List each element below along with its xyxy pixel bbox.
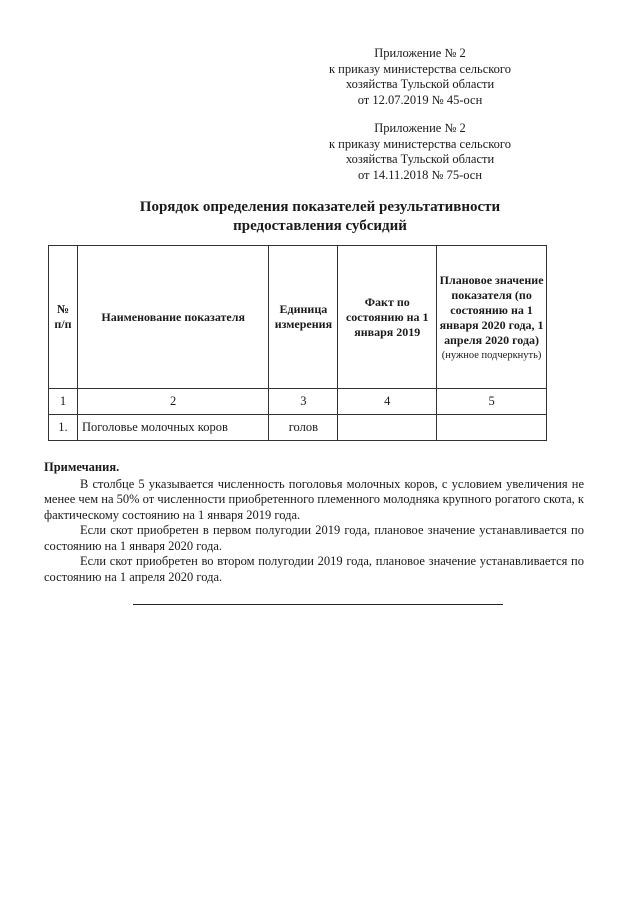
table-header-row (49, 246, 547, 389)
appendix-label: Приложение № 2 (374, 121, 466, 135)
appendix-header-current (300, 46, 540, 108)
column-number: 3 (269, 389, 338, 415)
table-row (49, 415, 547, 441)
indicators-table (48, 245, 547, 441)
header-plan-hint: (нужное подчеркнуть) (441, 349, 542, 361)
appendix-ministry: хозяйства Тульской области (345, 152, 495, 166)
appendix-label: Приложение № 2 (374, 46, 466, 60)
document-title (60, 198, 580, 236)
row-name: Поголовье молочных коров (77, 415, 268, 441)
header-name: Наименование показателя (77, 246, 268, 389)
header-fact: Факт по состоянию на 1 января 2019 (338, 246, 437, 389)
appendix-date-number: от 14.11.2018 № 75-осн (357, 167, 483, 182)
column-numbers-row (49, 389, 547, 415)
header-plan (437, 246, 547, 389)
column-number: 2 (77, 389, 268, 415)
appendix-date-number: от 12.07.2019 № 45-осн (357, 92, 483, 107)
appendix-ministry: хозяйства Тульской области (345, 77, 495, 91)
header-num: № п/п (49, 246, 78, 389)
appendix-order-ref: к приказу министерства сельского (328, 136, 511, 151)
row-num: 1. (49, 415, 78, 441)
row-unit: голов (269, 415, 338, 441)
notes-title: Примечания. (44, 460, 120, 474)
document-title-line-1: Порядок определения показателей результативности (139, 199, 501, 215)
end-divider-line (133, 604, 503, 605)
header-plan-text: Плановое значение показателя (по состоянию на 1 января 2020 года, 1 апреля 2020 года) (439, 272, 544, 347)
header-unit: Единица измерения (269, 246, 338, 389)
document-title-line-2: предоставления субсидий (233, 218, 407, 234)
notes-section (44, 460, 584, 585)
appendix-header-previous (300, 121, 540, 183)
notes-paragraph-3: Если скот приобретен во втором полугодии 2019 года, плановое значение устанавливается по состоянию на 1 апреля 2020 года. (44, 554, 584, 584)
row-fact (338, 415, 437, 441)
column-number: 1 (49, 389, 78, 415)
column-number: 5 (437, 389, 547, 415)
column-number: 4 (338, 389, 437, 415)
notes-paragraph-2: Если скот приобретен в первом полугодии 2019 года, плановое значение устанавливается по состоянию на 1 января 2020 года. (44, 523, 584, 553)
row-plan (437, 415, 547, 441)
notes-paragraph-1: В столбце 5 указывается численность поголовья молочных коров, с условием увеличения не менее чем на 50% от численности приобретенного племенного молодняка крупного рогатого скота, к фактическому состоянию на 1 января 2019 года. (44, 476, 584, 522)
appendix-order-ref: к приказу министерства сельского (328, 61, 511, 76)
